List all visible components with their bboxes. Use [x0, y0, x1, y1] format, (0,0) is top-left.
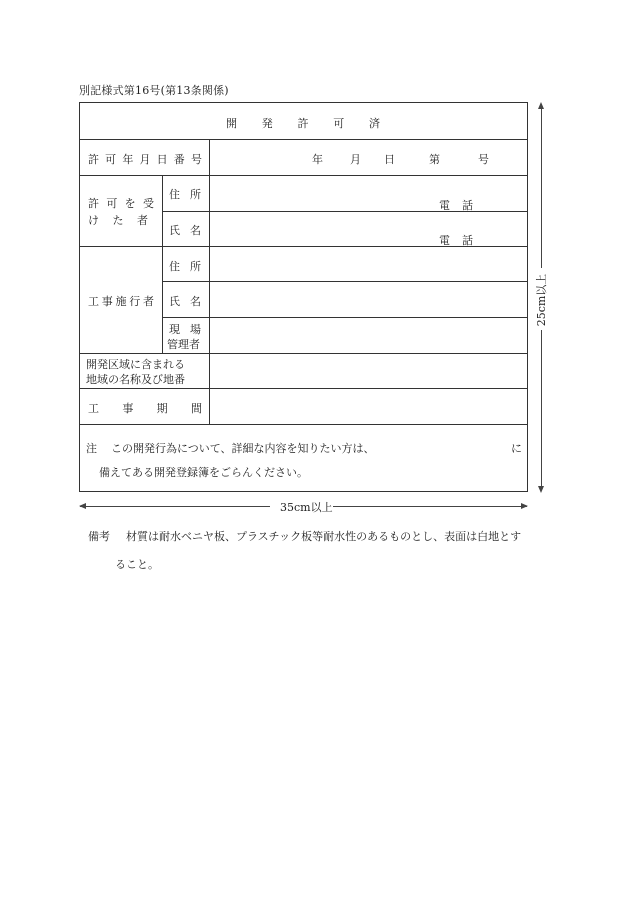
label-char: 者: [143, 295, 154, 308]
label-char: 住: [169, 260, 180, 273]
label-char: 事: [122, 402, 134, 415]
rule: [80, 175, 527, 176]
arrow-left-icon: [79, 503, 86, 509]
width-dimension-line: [80, 506, 270, 507]
construction-period-label: [88, 400, 202, 416]
arrow-up-icon: [538, 102, 544, 109]
year-unit: 年: [312, 153, 323, 166]
label-char: 氏: [169, 224, 180, 237]
note-line1-end: に: [511, 442, 522, 455]
title-char: 発: [261, 117, 273, 130]
remarks-heading: 備考: [88, 530, 110, 543]
number-prefix: 第: [429, 153, 440, 166]
site-manager-label-line2: 管理者: [167, 338, 200, 351]
label-char: 許: [88, 153, 99, 166]
number-suffix: 号: [478, 153, 489, 166]
label-char: 可: [106, 197, 118, 210]
title-char: 開: [226, 117, 237, 130]
label-char: 所: [190, 188, 201, 201]
remarks-line2: ること。: [115, 558, 159, 571]
area-label-line1: 開発区域に含まれる: [86, 358, 185, 371]
day-unit: 日: [384, 153, 395, 166]
label-char: 話: [462, 199, 473, 212]
rule: [80, 424, 527, 425]
label-char: 可: [105, 153, 117, 166]
contractor-address-label: [169, 258, 201, 274]
label-char: た: [112, 214, 124, 227]
rule: [162, 175, 163, 353]
width-dimension-line: [333, 506, 527, 507]
arrow-down-icon: [538, 486, 544, 493]
label-char: 日: [156, 153, 168, 166]
title-char: 可: [333, 117, 345, 130]
sign-board: [79, 102, 528, 492]
height-dimension-line: [541, 104, 542, 268]
label-char: 行: [129, 295, 141, 308]
label-char: 事: [101, 295, 113, 308]
permittee-phone-label-1: [439, 197, 473, 213]
rule: [80, 388, 527, 389]
height-dimension-line: [541, 330, 542, 490]
permit-date-number-label: [88, 151, 202, 167]
label-char: 月: [139, 153, 151, 166]
label-char: 者: [137, 214, 148, 227]
width-dimension-label: 35cm以上: [280, 501, 333, 514]
note-prefix: 注: [86, 442, 97, 455]
label-char: 電: [439, 199, 450, 212]
label-char: 工: [88, 295, 99, 308]
site-manager-label-line1: [169, 321, 201, 337]
note-line1: この開発行為について、詳細な内容を知りたい方は、: [111, 442, 375, 455]
height-dimension-label: 25cm以上: [535, 273, 548, 327]
contractor-name-label: [169, 293, 201, 309]
contractor-label: [88, 293, 154, 309]
label-char: 場: [190, 323, 201, 336]
arrow-right-icon: [521, 503, 528, 509]
label-char: 受: [142, 197, 154, 210]
label-char: 名: [190, 295, 201, 308]
label-char: 工: [88, 402, 99, 415]
form-caption: 別記様式第16号(第13条関係): [79, 84, 229, 97]
label-char: 所: [190, 260, 201, 273]
label-char: 番: [173, 153, 185, 166]
permittee-label-line2: [88, 212, 148, 228]
remarks-line1: 材質は耐水ベニヤ板、プラスチック板等耐水性のあるものとし、表面は白地とす: [126, 530, 522, 543]
rule: [162, 281, 527, 282]
label-char: を: [124, 197, 136, 210]
rule: [80, 353, 527, 354]
label-char: 間: [190, 402, 202, 415]
label-char: 期: [156, 402, 168, 415]
sign-title: [226, 115, 380, 131]
rule: [209, 139, 210, 424]
label-char: 電: [439, 234, 450, 247]
permittee-label-line1: [88, 195, 154, 211]
label-char: 年: [122, 153, 134, 166]
label-char: 許: [88, 197, 99, 210]
label-char: 氏: [169, 295, 180, 308]
area-label-line2: 地域の名称及び地番: [86, 373, 185, 386]
title-char: 許: [297, 117, 309, 130]
rule: [80, 139, 527, 140]
permittee-phone-label-2: [439, 232, 473, 248]
label-char: 号: [190, 153, 202, 166]
label-char: 名: [190, 224, 201, 237]
label-char: け: [88, 214, 99, 227]
label-char: 現: [169, 323, 180, 336]
note-line2: 備えてある開発登録簿をごらんください。: [99, 466, 308, 479]
label-char: 施: [115, 295, 127, 308]
permittee-name-label: [169, 222, 201, 238]
title-char: 済: [369, 117, 380, 130]
rule: [162, 317, 527, 318]
label-char: 話: [462, 234, 473, 247]
month-unit: 月: [350, 153, 361, 166]
label-char: 住: [169, 188, 180, 201]
permittee-address-label: [169, 186, 201, 202]
